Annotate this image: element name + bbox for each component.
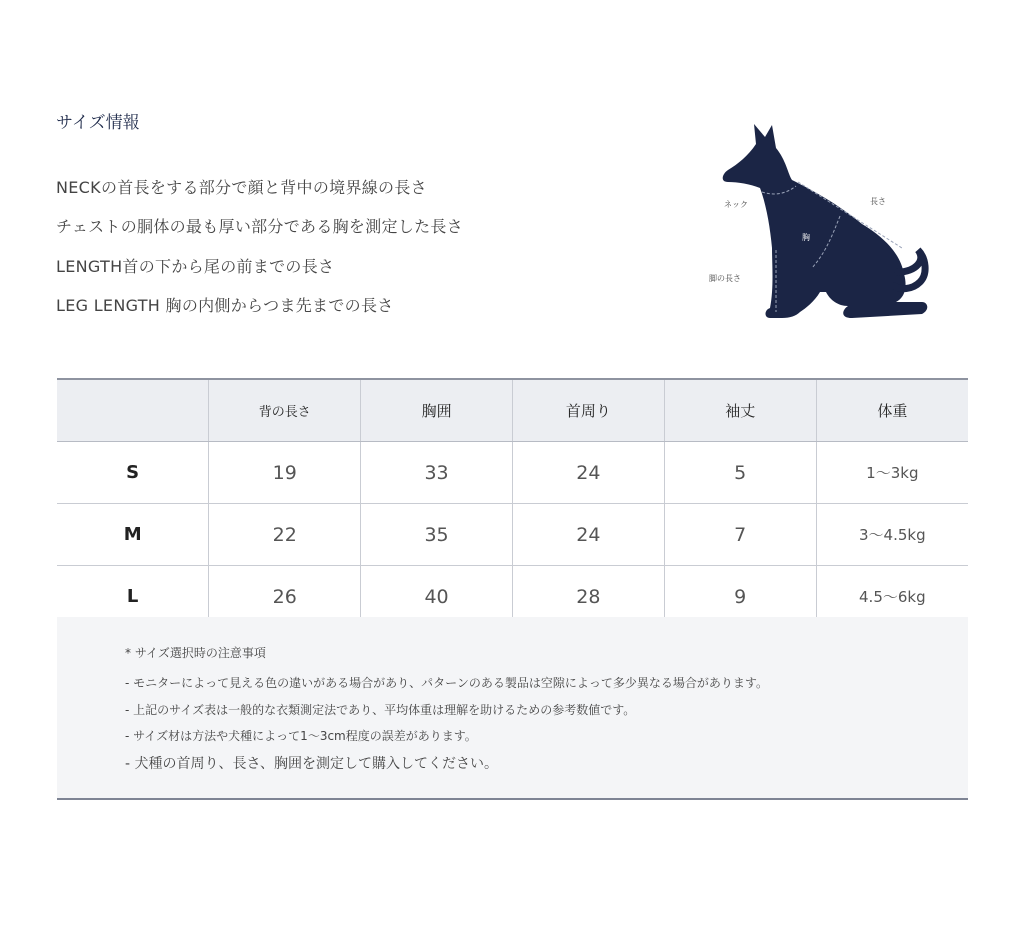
cell-neck: 24 [512,504,664,566]
diagram-label-leg: 脚の長さ [709,274,741,283]
dog-measurement-diagram [690,112,950,332]
description-length: LENGTH首の下から尾の前までの長さ [56,257,335,276]
cell-back-length: 26 [209,566,361,629]
cell-sleeve: 7 [664,504,816,566]
diagram-label-neck: ネック [724,200,748,209]
header-back-length: 背の長さ [209,379,361,442]
size-label: S [57,442,209,504]
cell-chest: 40 [361,566,513,629]
table-header-row [57,379,968,442]
note-item: - 上記のサイズ表は一般的な衣類測定法であり、平均体重は理解を助けるための参考数値です。 [125,703,636,717]
description-leg-length: LEG LENGTH 胸の内側からつま先までの長さ [56,296,394,315]
size-label: M [57,504,209,566]
cell-weight: 3〜4.5kg [816,504,968,566]
note-item: - サイズ材は方法や犬種によって1〜3cm程度の誤差があります。 [125,729,477,743]
cell-sleeve: 9 [664,566,816,629]
diagram-label-length: 長さ [870,197,886,206]
table-row [57,504,968,566]
note-item: - 犬種の首周り、長さ、胸囲を測定して購入してください。 [125,756,498,772]
cell-weight: 4.5〜6kg [816,566,968,629]
size-table [57,378,968,629]
size-label: L [57,566,209,629]
cell-chest: 33 [361,442,513,504]
cell-sleeve: 5 [664,442,816,504]
cell-back-length: 19 [209,442,361,504]
header-chest: 胸囲 [361,379,513,442]
page-title: サイズ情報 [56,113,140,133]
description-neck: NECKの首長をする部分で顔と背中の境界線の長さ [56,178,427,197]
cell-back-length: 22 [209,504,361,566]
table-row [57,442,968,504]
description-chest: チェストの胴体の最も厚い部分である胸を測定した長さ [56,217,464,236]
header-neck: 首周り [512,379,664,442]
diagram-label-chest: 胸 [802,233,810,242]
header-weight: 体重 [816,379,968,442]
cell-chest: 35 [361,504,513,566]
notes-panel [57,617,968,800]
note-item: - モニターによって見える色の違いがある場合があり、パターンのある製品は空隙によって多少異なる場合があります。 [125,676,768,690]
cell-neck: 28 [512,566,664,629]
header-sleeve: 袖丈 [664,379,816,442]
cell-weight: 1〜3kg [816,442,968,504]
header-empty [57,379,209,442]
notes-heading: * サイズ選択時の注意事項 [125,646,266,660]
cell-neck: 24 [512,442,664,504]
dog-silhouette [690,112,950,332]
